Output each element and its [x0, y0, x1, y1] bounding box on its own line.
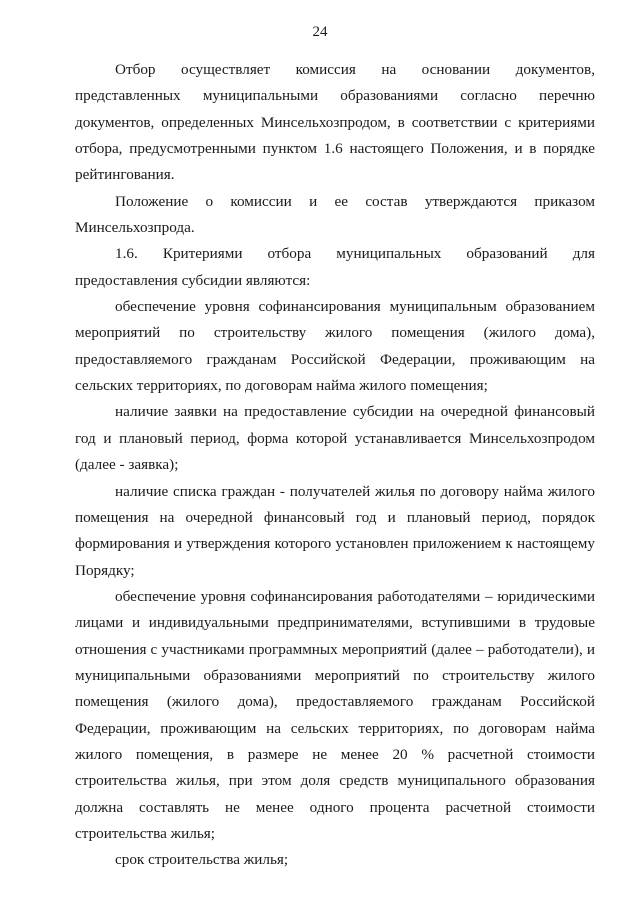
- paragraph-criterion-employer-cofinancing: обеспечение уровня софинансирования работодателями – юридическими лицами и индивидуальными предпринимателями, вступившими в трудовые отношения с участниками программных мероприятий (далее – работодатели), и муниципальными образованиями мероприятий по строительству жилого помещения (жилого дома), предоставляемого гражданам Российской Федерации, проживающим на сельских территориях, по договорам найма жилого помещения, в размере не менее 20 % расчетной стоимости строительства жилья, при этом доля средств муниципального образования должна составлять не менее одного процента расчетной стоимости строительства жилья;: [75, 587, 595, 842]
- paragraph-selection-commission: Отбор осуществляет комиссия на основании документов, представленных муниципальными образованиями согласно перечню документов, определенных Минсельхозпродом, в соответствии с критериями отбора, предусмотренными пунктом 1.6 настоящего Положения, и в порядке рейтингования.: [75, 61, 595, 184]
- paragraph-criterion-recipients-list: наличие списка граждан - получателей жилья по договору найма жилого помещения на очередной финансовый год и плановый период, порядок формирования и утверждения которого установлен приложением к настоящему Порядку;: [75, 482, 595, 579]
- paragraph-criterion-construction-term: срок строительства жилья;: [115, 851, 289, 869]
- document-body: [75, 57, 595, 874]
- paragraph-criterion-application: наличие заявки на предоставление субсидии на очередной финансовый год и плановый период, форма которой устанавливается Минсельхозпродом (далее - заявка);: [75, 403, 595, 474]
- paragraph-selection-criteria-heading: 1.6. Критериями отбора муниципальных образований для предоставления субсидии являются:: [75, 245, 595, 289]
- page-number: 24: [312, 24, 328, 40]
- paragraph-criterion-cofinancing: обеспечение уровня софинансирования муниципальным образованием мероприятий по строительству жилого помещения (жилого дома), предоставляемого гражданам Российской Федерации, проживающим на сельских территориях, по договорам найма жилого помещения;: [75, 298, 595, 395]
- paragraph-commission-regulation: Положение о комиссии и ее состав утверждаются приказом Минсельхозпрода.: [75, 192, 595, 237]
